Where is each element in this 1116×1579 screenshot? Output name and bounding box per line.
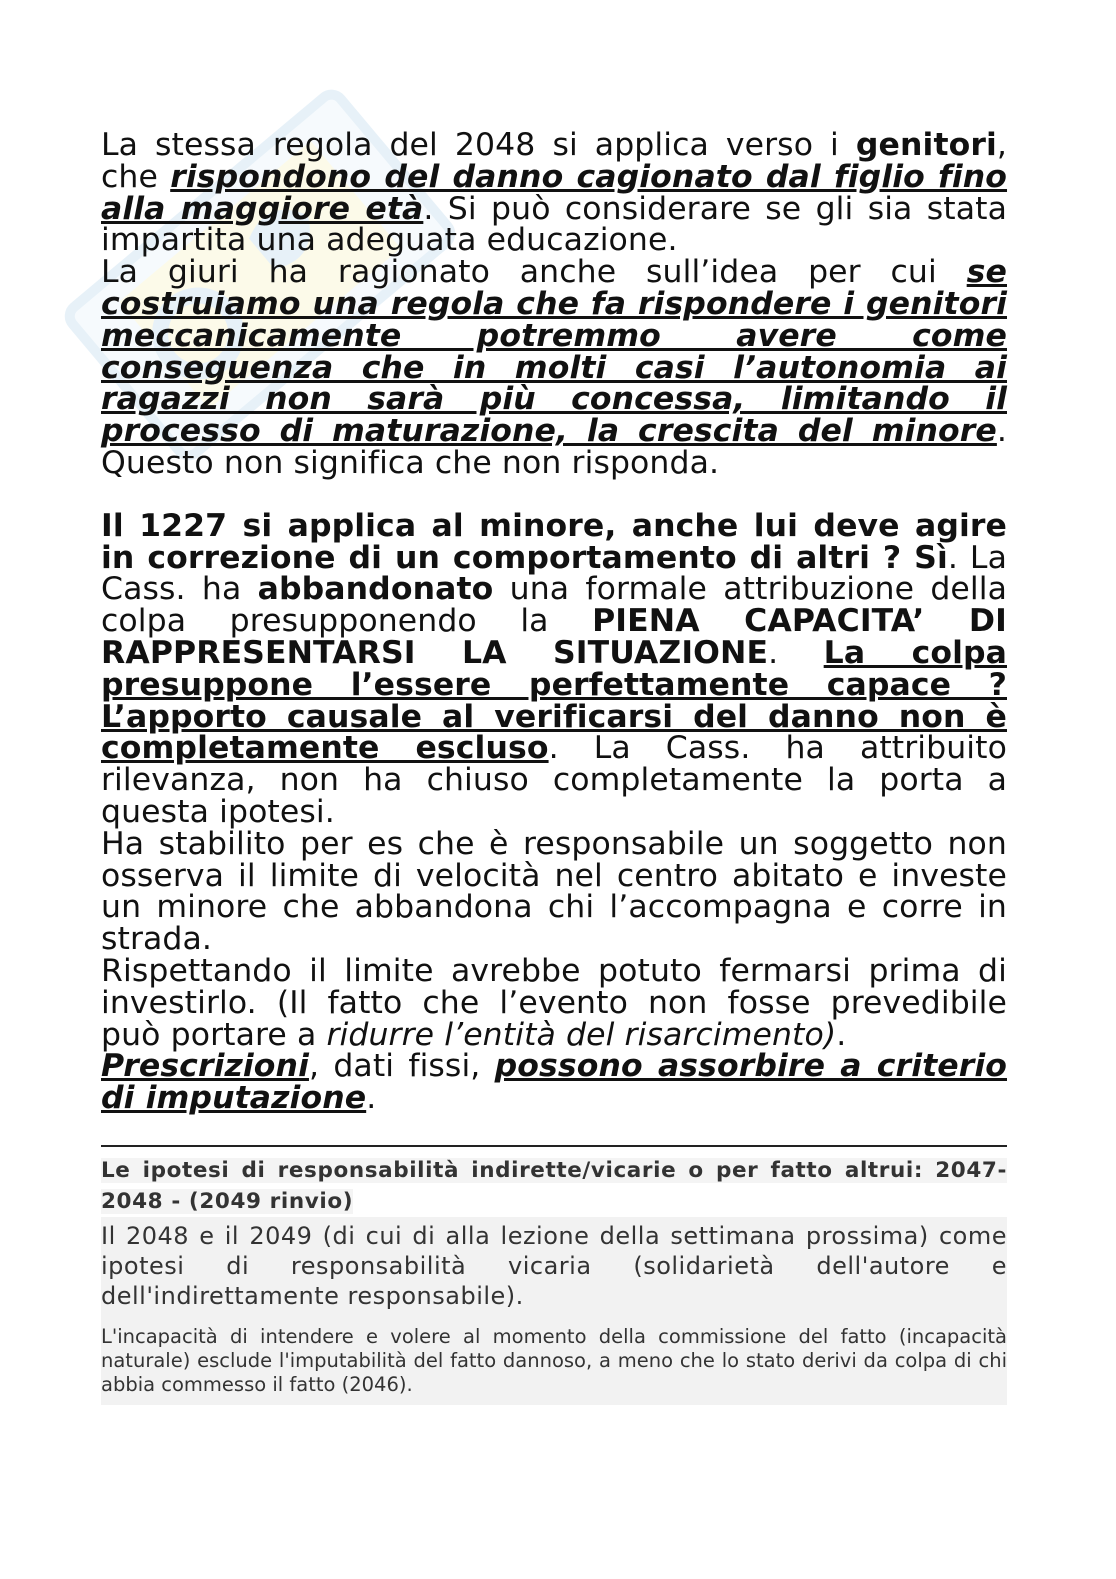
notes-box [101, 1153, 1007, 1405]
italic-run: ridurre l’entità del risarcimento) [326, 1016, 837, 1053]
section-divider [101, 1145, 1007, 1147]
emphasis-run: possono assorbire a criterio di imputazione [101, 1048, 1007, 1117]
text-run: . [836, 1016, 847, 1053]
emphasis-run: se costruiamo una regola che fa rispondere i genitori meccanicamente potremmo avere come conseguenza che in molti casi l’autonomia ai ragazzi non sarà più concessa, limitando il processo di maturazione, la crescita del minore [101, 254, 1007, 450]
bold-run: abbandonato [257, 571, 494, 608]
bold-run: Il 1227 si applica al minore, anche lui deve agire in correzione di un comportamento di altri ? Sì [101, 507, 1007, 576]
notes-box-title [101, 1153, 1007, 1217]
text-run: . [366, 1080, 377, 1117]
text-run: . La Cass. ha attribuito rilevanza, non ha chiuso completamente la porta a questa ipotesi. [101, 730, 1007, 830]
bold-run: genitori [855, 127, 997, 163]
paragraph-limite [101, 952, 1007, 1053]
text-run: , dati fissi, [308, 1048, 495, 1085]
notes-box-note: L'incapacità di intendere e volere al momento della commissione del fatto (incapacità naturale) esclude l'imputabilità del fatto dannoso, a meno che lo stato derivi da colpa di chi abbia commesso il fatto (2046). [101, 1324, 1007, 1396]
text-run: una formale attribuzione della colpa presupponendo la [101, 571, 1007, 640]
bold-underline-run: La colpa presuppone l’essere perfettamente capace ? L’apporto causale al verificarsi del danno non è completamente escluso [101, 634, 1007, 767]
emphasis-run: rispondono del danno cagionato dal figlio fino alla maggiore età [101, 158, 1008, 227]
text-run: , che [101, 127, 1007, 195]
paragraph-giurisprudenza [101, 254, 1007, 481]
text-run: . Si può considerare se gli sia stata impartita una adeguata educazione. [101, 190, 1007, 259]
text-run: . La Cass. ha [101, 539, 1007, 608]
main-text [101, 127, 1008, 1117]
text-run: Rispettando il limite avrebbe potuto fermarsi prima di investirlo. (Il fatto che l’evento non fosse prevedibile può portare a [101, 952, 1007, 1053]
emphasis-run: Prescrizioni [101, 1048, 309, 1085]
text-run: La giuri ha ragionato anche sull’idea per cui [101, 254, 967, 291]
text-run: . [768, 634, 824, 671]
paragraph-1227 [101, 507, 1007, 830]
document-page [101, 127, 1008, 1405]
paragraph-genitori [101, 127, 1008, 259]
text-run: La stessa regola del 2048 si applica verso i [101, 127, 856, 163]
notes-box-body: Il 2048 e il 2049 (di cui di alla lezione della settimana prossima) come ipotesi di responsabilità vicaria (solidarietà dell'autore e dell'indirettamente responsabile). [101, 1221, 1007, 1310]
text-run: . Questo non significa che non risponda. [101, 413, 1007, 481]
paragraph-spacer [101, 480, 1007, 511]
text-run: Ha stabilito per es che è responsabile un soggetto non osserva il limite di velocità nel centro abitato e investe un minore che abbandona chi l’accompagna e corre in strada. [101, 825, 1007, 958]
notes-box-title-text: Le ipotesi di responsabilità indirette/vicarie o per fatto altrui: 2047-2048 - (2049 rinvio) [101, 1157, 1007, 1214]
paragraph-prescrizioni [101, 1048, 1007, 1117]
paragraph-esempio [101, 825, 1007, 958]
bold-run: PIENA CAPACITA’ DI RAPPRESENTARSI LA SITUAZIONE [101, 603, 1007, 671]
